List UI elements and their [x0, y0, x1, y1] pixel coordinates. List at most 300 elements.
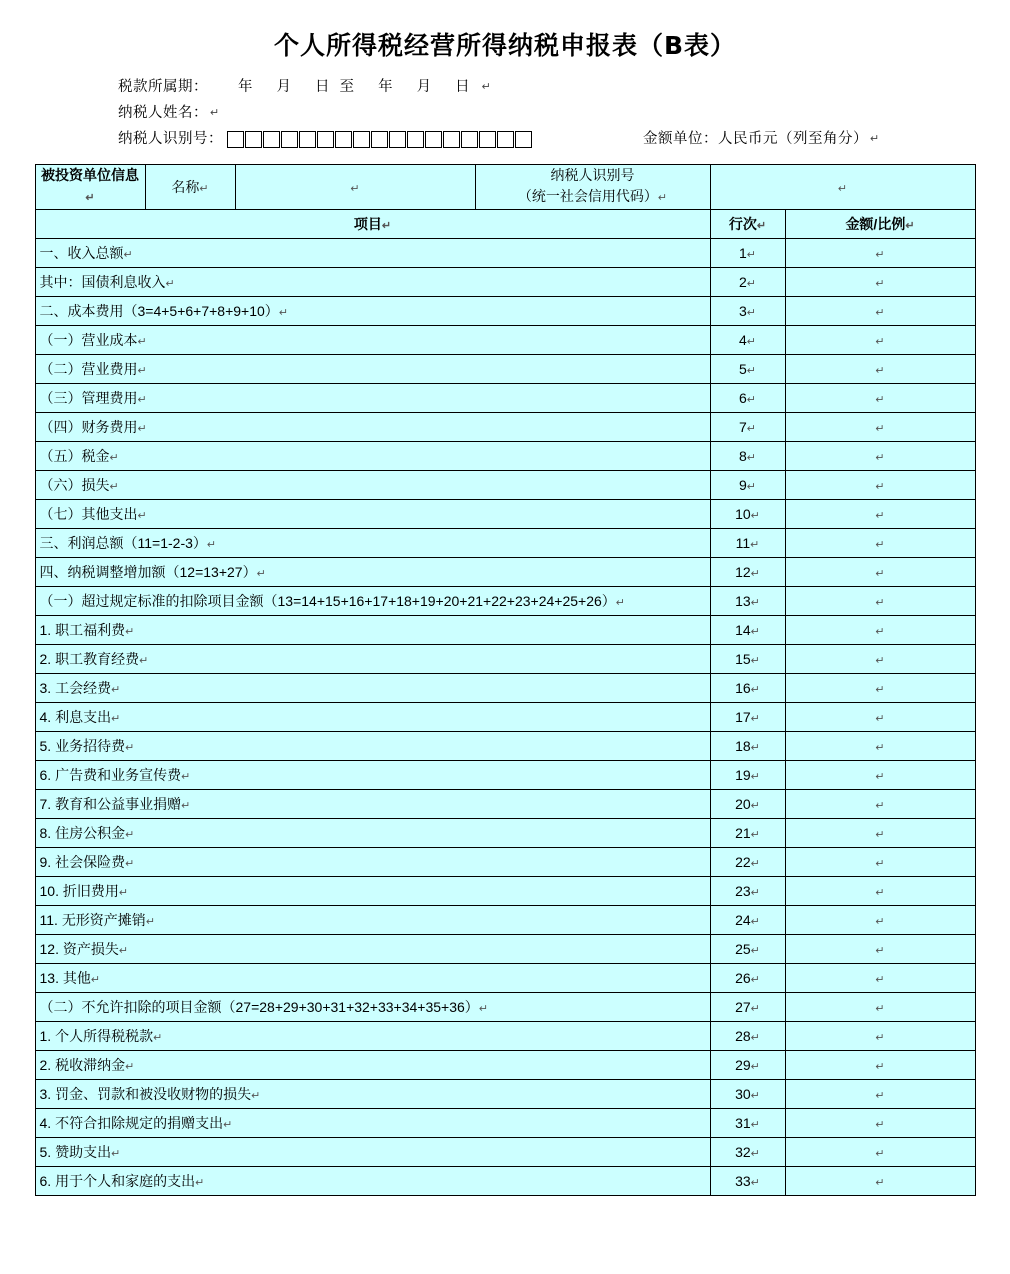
row-line-number-text: 16	[735, 680, 751, 696]
paragraph-mark-icon: ↵	[875, 771, 885, 783]
table-row	[35, 1167, 975, 1196]
row-amount-input[interactable]	[785, 1109, 975, 1138]
row-line-number	[710, 587, 785, 616]
row-line-number-text: 13	[735, 593, 751, 609]
row-amount-input[interactable]	[785, 587, 975, 616]
row-line-number-text: 2	[738, 274, 747, 290]
row-line-number-text: 17	[735, 709, 751, 725]
row-line-number	[710, 761, 785, 790]
paragraph-mark-icon: ↵	[750, 1032, 760, 1044]
currency-unit-note: 金额单位：人民币元（列至角分）	[643, 131, 868, 147]
row-item-text: （七）其他支出	[39, 506, 138, 522]
paragraph-mark-icon: ↵	[746, 307, 756, 319]
row-item-text: 4. 不符合扣除规定的捐赠支出	[39, 1115, 224, 1131]
table-row	[35, 616, 975, 645]
paragraph-mark-icon: ↵	[746, 278, 756, 290]
column-header-amount	[785, 210, 975, 239]
row-item-label	[35, 935, 710, 964]
paragraph-mark-icon: ↵	[875, 597, 885, 609]
row-line-number	[710, 790, 785, 819]
row-item-label	[35, 761, 710, 790]
paragraph-mark-icon: ↵	[206, 539, 217, 551]
taxpayer-id-box[interactable]	[317, 131, 334, 148]
row-amount-input[interactable]	[785, 964, 975, 993]
paragraph-mark-icon: ↵	[875, 423, 885, 435]
row-item-label	[35, 1080, 710, 1109]
paragraph-mark-icon: ↵	[210, 107, 220, 119]
row-item-text: 5. 业务招待费	[39, 738, 126, 754]
taxpayer-id-box[interactable]	[407, 131, 424, 148]
row-item-text: 三、利润总额（11=1-2-3）	[39, 535, 207, 551]
row-item-text: 1. 个人所得税税款	[39, 1028, 154, 1044]
paragraph-mark-icon: ↵	[875, 974, 885, 986]
paragraph-mark-icon: ↵	[746, 423, 756, 435]
table-row	[35, 297, 975, 326]
paragraph-mark-icon: ↵	[875, 1090, 885, 1102]
row-line-number-text: 8	[738, 448, 747, 464]
row-line-number-text: 9	[738, 477, 747, 493]
paragraph-mark-icon: ↵	[875, 452, 885, 464]
paragraph-mark-icon: ↵	[256, 568, 266, 580]
column-header-line-no-text: 行次	[728, 216, 757, 232]
row-item-text: 9. 社会保险费	[39, 854, 126, 870]
invested-unit-name-label-text: 名称	[171, 179, 200, 195]
paragraph-mark-icon: ↵	[875, 1003, 885, 1015]
taxpayer-id-box[interactable]	[353, 131, 370, 148]
paragraph-mark-icon: ↵	[137, 394, 147, 406]
tax-form-table	[35, 164, 976, 1196]
taxpayer-id-box[interactable]	[479, 131, 496, 148]
row-line-number-text: 22	[735, 854, 751, 870]
row-line-number	[710, 297, 785, 326]
row-item-label	[35, 964, 710, 993]
row-line-number-text: 11	[735, 535, 751, 551]
row-item-label	[35, 906, 710, 935]
row-amount-input[interactable]	[785, 848, 975, 877]
paragraph-mark-icon: ↵	[875, 626, 885, 638]
row-line-number-text: 27	[735, 999, 751, 1015]
paragraph-mark-icon: ↵	[750, 1177, 760, 1189]
table-row	[35, 935, 975, 964]
row-line-number-text: 29	[735, 1057, 751, 1073]
column-header-item	[35, 210, 710, 239]
row-amount-input[interactable]	[785, 645, 975, 674]
invested-unit-row	[35, 165, 975, 210]
table-row	[35, 1022, 975, 1051]
row-line-number	[710, 1022, 785, 1051]
row-amount-input[interactable]	[785, 326, 975, 355]
table-row	[35, 268, 975, 297]
paragraph-mark-icon: ↵	[118, 887, 129, 899]
row-line-number	[710, 239, 785, 268]
row-item-label	[35, 645, 710, 674]
row-line-number	[710, 645, 785, 674]
table-row	[35, 906, 975, 935]
row-amount-input[interactable]	[785, 442, 975, 471]
row-line-number	[710, 529, 785, 558]
row-item-text: 8. 住房公积金	[39, 825, 126, 841]
taxpayer-name-label: 纳税人姓名：	[118, 105, 208, 121]
paragraph-mark-icon: ↵	[750, 1061, 760, 1073]
row-line-number	[710, 935, 785, 964]
row-line-number	[710, 993, 785, 1022]
paragraph-mark-icon: ↵	[85, 192, 95, 204]
taxpayer-id-line	[118, 126, 1010, 152]
paragraph-mark-icon: ↵	[750, 858, 760, 870]
row-amount-input[interactable]	[785, 1138, 975, 1167]
paragraph-mark-icon: ↵	[750, 510, 760, 522]
row-item-label	[35, 1167, 710, 1196]
row-item-text: （二）营业费用	[39, 361, 138, 377]
row-item-label	[35, 1109, 710, 1138]
taxpayer-id-box[interactable]	[299, 131, 316, 148]
row-line-number	[710, 1138, 785, 1167]
paragraph-mark-icon: ↵	[109, 452, 119, 464]
paragraph-mark-icon: ↵	[478, 1003, 489, 1015]
row-item-label	[35, 384, 710, 413]
invested-unit-name-value[interactable]	[235, 165, 475, 210]
row-item-label	[35, 500, 710, 529]
table-row	[35, 819, 975, 848]
paragraph-mark-icon: ↵	[123, 249, 133, 261]
period-value[interactable]: 年 月 日至 年 月 日	[238, 79, 480, 95]
row-line-number	[710, 442, 785, 471]
row-amount-input[interactable]	[785, 500, 975, 529]
paragraph-mark-icon: ↵	[750, 684, 760, 696]
row-line-number	[710, 848, 785, 877]
paragraph-mark-icon: ↵	[481, 81, 491, 93]
taxpayer-id-label: 纳税人识别号：	[118, 131, 223, 147]
row-amount-input[interactable]	[785, 819, 975, 848]
row-item-text: 10. 折旧费用	[39, 883, 119, 899]
paragraph-mark-icon: ↵	[381, 220, 392, 232]
taxpayer-id-box[interactable]	[497, 131, 514, 148]
table-row	[35, 645, 975, 674]
paragraph-mark-icon: ↵	[875, 1061, 885, 1073]
row-amount-input[interactable]	[785, 1051, 975, 1080]
row-line-number-text: 20	[735, 796, 751, 812]
row-item-label	[35, 442, 710, 471]
tax-form-rows	[35, 239, 975, 1196]
paragraph-mark-icon: ↵	[125, 829, 135, 841]
paragraph-mark-icon: ↵	[875, 916, 885, 928]
paragraph-mark-icon: ↵	[746, 249, 756, 261]
taxpayer-id-box[interactable]	[443, 131, 460, 148]
paragraph-mark-icon: ↵	[875, 684, 885, 696]
row-line-number-text: 32	[735, 1144, 751, 1160]
table-row	[35, 993, 975, 1022]
row-item-label	[35, 1022, 710, 1051]
row-item-text: 1. 职工福利费	[39, 622, 126, 638]
paragraph-mark-icon: ↵	[875, 510, 885, 522]
table-row	[35, 1109, 975, 1138]
row-item-label	[35, 587, 710, 616]
paragraph-mark-icon: ↵	[350, 183, 360, 195]
paragraph-mark-icon: ↵	[905, 220, 915, 232]
row-line-number	[710, 877, 785, 906]
taxpayer-id-box[interactable]	[263, 131, 280, 148]
row-item-label	[35, 326, 710, 355]
row-amount-input[interactable]	[785, 355, 975, 384]
invested-unit-name-label	[145, 165, 235, 210]
row-line-number-text: 31	[735, 1115, 751, 1131]
row-amount-input[interactable]	[785, 993, 975, 1022]
taxpayer-name-line	[118, 100, 1010, 126]
row-item-text: 3. 工会经费	[39, 680, 112, 696]
row-amount-input[interactable]	[785, 297, 975, 326]
paragraph-mark-icon: ↵	[875, 336, 885, 348]
row-item-label	[35, 703, 710, 732]
row-amount-input[interactable]	[785, 732, 975, 761]
paragraph-mark-icon: ↵	[137, 510, 147, 522]
row-item-label	[35, 790, 710, 819]
paragraph-mark-icon: ↵	[118, 945, 129, 957]
row-item-text: 6. 广告费和业务宣传费	[39, 767, 182, 783]
row-line-number-text: 6	[738, 390, 747, 406]
taxpayer-id-box[interactable]	[281, 131, 298, 148]
paragraph-mark-icon: ↵	[875, 1177, 885, 1189]
table-row	[35, 384, 975, 413]
row-item-text: （五）税金	[39, 448, 110, 464]
invested-unit-taxid-value[interactable]	[710, 165, 975, 210]
paragraph-mark-icon: ↵	[750, 626, 760, 638]
column-header-line-no	[710, 210, 785, 239]
table-row	[35, 1080, 975, 1109]
period-line	[118, 74, 1010, 100]
paragraph-mark-icon: ↵	[181, 800, 191, 812]
row-line-number-text: 19	[735, 767, 751, 783]
paragraph-mark-icon: ↵	[199, 183, 209, 195]
table-row	[35, 529, 975, 558]
table-row	[35, 558, 975, 587]
paragraph-mark-icon: ↵	[139, 655, 149, 667]
table-row	[35, 471, 975, 500]
invested-unit-taxid-label-line2-wrap	[480, 186, 706, 209]
paragraph-mark-icon: ↵	[875, 278, 885, 290]
period-label: 税款所属期：	[118, 79, 208, 95]
table-row	[35, 1051, 975, 1080]
paragraph-mark-icon: ↵	[746, 394, 756, 406]
paragraph-mark-icon: ↵	[111, 1148, 121, 1160]
row-item-text: 一、收入总额	[39, 245, 124, 261]
invested-unit-label-text: 被投资单位信息	[41, 167, 139, 183]
paragraph-mark-icon: ↵	[90, 974, 101, 986]
taxpayer-id-box[interactable]	[227, 131, 244, 148]
row-line-number-text: 33	[735, 1173, 751, 1189]
paragraph-mark-icon: ↵	[875, 655, 885, 667]
paragraph-mark-icon: ↵	[125, 742, 135, 754]
paragraph-mark-icon: ↵	[657, 192, 668, 204]
row-item-text: 6. 用于个人和家庭的支出	[39, 1173, 196, 1189]
paragraph-mark-icon: ↵	[750, 655, 760, 667]
paragraph-mark-icon: ↵	[111, 684, 121, 696]
paragraph-mark-icon: ↵	[615, 597, 626, 609]
row-amount-input[interactable]	[785, 471, 975, 500]
table-row	[35, 413, 975, 442]
column-header-amount-text: 金额/比例	[845, 216, 906, 232]
paragraph-mark-icon: ↵	[837, 183, 848, 195]
row-line-number	[710, 616, 785, 645]
row-item-label	[35, 413, 710, 442]
row-line-number	[710, 384, 785, 413]
table-row	[35, 500, 975, 529]
paragraph-mark-icon: ↵	[750, 1119, 760, 1131]
row-amount-input[interactable]	[785, 761, 975, 790]
table-row	[35, 442, 975, 471]
paragraph-mark-icon: ↵	[750, 887, 760, 899]
paragraph-mark-icon: ↵	[875, 713, 885, 725]
paragraph-mark-icon: ↵	[875, 887, 885, 899]
table-row	[35, 732, 975, 761]
row-line-number-text: 5	[738, 361, 747, 377]
row-line-number	[710, 268, 785, 297]
row-amount-input[interactable]	[785, 529, 975, 558]
row-amount-input[interactable]	[785, 790, 975, 819]
row-amount-input[interactable]	[785, 703, 975, 732]
paragraph-mark-icon: ↵	[875, 307, 885, 319]
row-line-number	[710, 1109, 785, 1138]
row-line-number	[710, 500, 785, 529]
taxpayer-id-box[interactable]	[425, 131, 442, 148]
paragraph-mark-icon: ↵	[875, 1119, 885, 1131]
paragraph-mark-icon: ↵	[875, 539, 885, 551]
row-line-number	[710, 355, 785, 384]
paragraph-mark-icon: ↵	[750, 539, 760, 551]
taxpayer-id-boxes[interactable]	[227, 131, 533, 148]
paragraph-mark-icon: ↵	[875, 1032, 885, 1044]
taxpayer-id-box[interactable]	[371, 131, 388, 148]
paragraph-mark-icon: ↵	[109, 481, 119, 493]
paragraph-mark-icon: ↵	[870, 133, 880, 145]
taxpayer-id-box[interactable]	[335, 131, 352, 148]
row-item-text: （二）不允许扣除的项目金额（27=28+29+30+31+32+33+34+35+36）	[39, 999, 479, 1015]
row-line-number-text: 4	[738, 332, 747, 348]
row-amount-input[interactable]	[785, 384, 975, 413]
row-item-label	[35, 819, 710, 848]
paragraph-mark-icon: ↵	[137, 365, 147, 377]
table-row	[35, 326, 975, 355]
row-amount-input[interactable]	[785, 674, 975, 703]
row-line-number-text: 15	[735, 651, 751, 667]
row-item-label	[35, 993, 710, 1022]
row-line-number-text: 26	[735, 970, 751, 986]
row-item-label	[35, 848, 710, 877]
row-item-text: 四、纳税调整增加额（12=13+27）	[39, 564, 257, 580]
paragraph-mark-icon: ↵	[181, 771, 191, 783]
row-item-text: 二、成本费用（3=4+5+6+7+8+9+10）	[39, 303, 279, 319]
paragraph-mark-icon: ↵	[750, 1148, 760, 1160]
row-item-text: 7. 教育和公益事业捐赠	[39, 796, 182, 812]
invested-unit-taxid-label-line2: （统一社会信用代码）	[517, 188, 658, 204]
row-item-label	[35, 471, 710, 500]
row-amount-input[interactable]	[785, 906, 975, 935]
paragraph-mark-icon: ↵	[875, 1148, 885, 1160]
paragraph-mark-icon: ↵	[750, 916, 760, 928]
row-amount-input[interactable]	[785, 616, 975, 645]
row-item-label	[35, 1051, 710, 1080]
paragraph-mark-icon: ↵	[875, 858, 885, 870]
paragraph-mark-icon: ↵	[875, 829, 885, 841]
row-amount-input[interactable]	[785, 1167, 975, 1196]
row-line-number	[710, 964, 785, 993]
row-amount-input[interactable]	[785, 268, 975, 297]
table-row	[35, 1138, 975, 1167]
paragraph-mark-icon: ↵	[251, 1090, 261, 1102]
paragraph-mark-icon: ↵	[125, 858, 135, 870]
row-line-number-text: 14	[735, 622, 751, 638]
row-line-number-text: 1	[738, 245, 747, 261]
row-item-text: 2. 职工教育经费	[39, 651, 140, 667]
paragraph-mark-icon: ↵	[875, 800, 885, 812]
taxpayer-id-box[interactable]	[389, 131, 406, 148]
paragraph-mark-icon: ↵	[875, 742, 885, 754]
taxpayer-id-box[interactable]	[245, 131, 262, 148]
table-row	[35, 355, 975, 384]
row-line-number	[710, 326, 785, 355]
invested-unit-taxid-label-line1: 纳税人识别号	[550, 167, 635, 183]
row-amount-input[interactable]	[785, 1080, 975, 1109]
row-item-label	[35, 558, 710, 587]
paragraph-mark-icon: ↵	[195, 1177, 205, 1189]
row-amount-input[interactable]	[785, 877, 975, 906]
paragraph-mark-icon: ↵	[750, 1090, 760, 1102]
row-item-text: 11. 无形资产摊销	[39, 912, 146, 928]
taxpayer-id-box[interactable]	[461, 131, 478, 148]
row-item-label	[35, 355, 710, 384]
row-line-number	[710, 413, 785, 442]
paragraph-mark-icon: ↵	[145, 916, 156, 928]
row-amount-input[interactable]	[785, 413, 975, 442]
row-amount-input[interactable]	[785, 1022, 975, 1051]
paragraph-mark-icon: ↵	[750, 829, 760, 841]
paragraph-mark-icon: ↵	[875, 481, 885, 493]
paragraph-mark-icon: ↵	[875, 249, 885, 261]
paragraph-mark-icon: ↵	[137, 423, 147, 435]
taxpayer-id-box[interactable]	[515, 131, 532, 148]
row-line-number-text: 24	[735, 912, 751, 928]
paragraph-mark-icon: ↵	[153, 1032, 163, 1044]
row-line-number	[710, 732, 785, 761]
row-item-label	[35, 674, 710, 703]
row-line-number	[710, 703, 785, 732]
row-line-number-text: 23	[735, 883, 751, 899]
row-amount-input[interactable]	[785, 935, 975, 964]
row-item-label	[35, 1138, 710, 1167]
paragraph-mark-icon: ↵	[746, 336, 756, 348]
paragraph-mark-icon: ↵	[746, 481, 756, 493]
paragraph-mark-icon: ↵	[756, 220, 767, 232]
row-amount-input[interactable]	[785, 239, 975, 268]
row-item-label	[35, 297, 710, 326]
table-row	[35, 674, 975, 703]
row-line-number	[710, 906, 785, 935]
row-item-label	[35, 529, 710, 558]
column-header-item-text: 项目	[353, 216, 382, 232]
row-item-label	[35, 877, 710, 906]
row-amount-input[interactable]	[785, 558, 975, 587]
paragraph-mark-icon: ↵	[750, 713, 760, 725]
paragraph-mark-icon: ↵	[125, 626, 135, 638]
row-line-number	[710, 1051, 785, 1080]
paragraph-mark-icon: ↵	[875, 945, 885, 957]
row-item-text: 5. 赞助支出	[39, 1144, 112, 1160]
tax-form-page	[0, 26, 1010, 1274]
row-line-number-text: 30	[735, 1086, 751, 1102]
column-header-row	[35, 210, 975, 239]
paragraph-mark-icon: ↵	[165, 278, 175, 290]
paragraph-mark-icon: ↵	[746, 452, 756, 464]
row-item-text: （四）财务费用	[39, 419, 138, 435]
